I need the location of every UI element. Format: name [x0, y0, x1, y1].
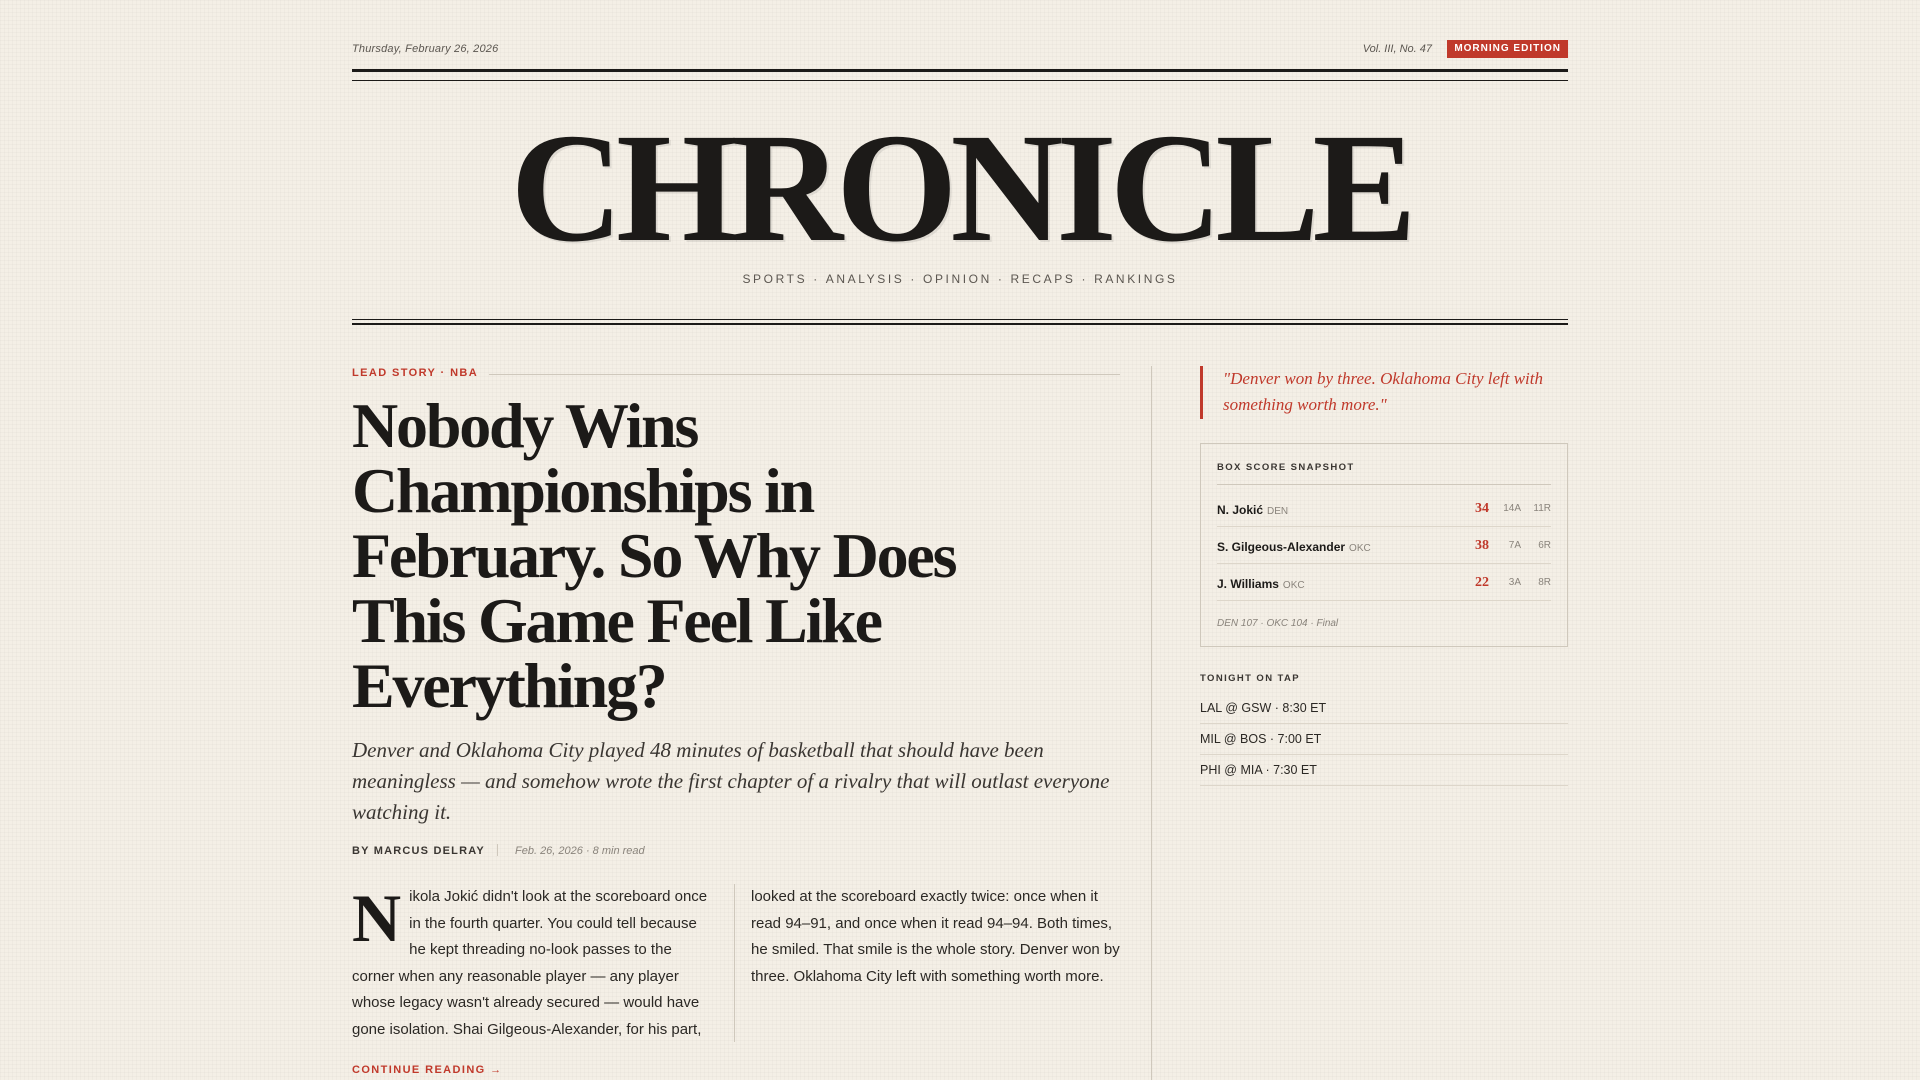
- player-points: 22: [1475, 575, 1489, 590]
- box-score-row[interactable]: [1217, 527, 1551, 564]
- tonight-game[interactable]: MIL @ BOS · 7:00 ET: [1200, 724, 1568, 755]
- edition-date: Thursday, February 26, 2026: [352, 43, 499, 55]
- box-score-row[interactable]: [1217, 564, 1551, 601]
- nav-item-rankings[interactable]: RANKINGS: [1094, 272, 1178, 286]
- article-body-2: looked at the scoreboard exactly twice: once when it read 94–91, and once when it read 94–94. Both times, he smiled. That smile is the whole story. Denver won by three. Oklahoma City left with something worth more.: [751, 888, 1120, 985]
- row-divider: [1217, 600, 1551, 601]
- article-body-1: ikola Jokić didn't look at the scoreboard once in the fourth quarter. You could tell because he kept threading no-look passes to the corner when any reasonable player — any player whose legacy wasn't already secured — would have gone isolation. Shai Gilgeous-Alexander, for his part,: [352, 888, 708, 1038]
- article-meta: Feb. 26, 2026 · 8 min read: [515, 845, 645, 857]
- sidebar-divider: [1151, 366, 1152, 1080]
- player-assists: 3A: [1508, 577, 1521, 588]
- masthead-top-rule-thick: [352, 69, 1568, 72]
- box-score-rule: [1217, 484, 1551, 485]
- player-assists: 14A: [1503, 503, 1521, 514]
- nav-separator: ·: [813, 272, 820, 286]
- edition-badge: MORNING EDITION: [1447, 40, 1568, 58]
- article-column-2: [751, 884, 1121, 990]
- final-score: DEN 107 · OKC 104 · Final: [1217, 618, 1339, 629]
- nav-item-analysis[interactable]: ANALYSIS: [825, 272, 905, 286]
- player-rebounds: 6R: [1538, 540, 1551, 551]
- volume-number: Vol. III, No. 47: [1362, 43, 1432, 55]
- player-rebounds: 8R: [1538, 577, 1551, 588]
- nav-separator: ·: [910, 272, 918, 286]
- player-rebounds: 11R: [1533, 503, 1551, 514]
- player-team: OKC: [1282, 580, 1305, 591]
- article-column-1: [352, 880, 714, 1043]
- pull-quote: "Denver won by three. Oklahoma City left with something worth more.": [1200, 366, 1568, 419]
- article-headline[interactable]: Nobody Wins Championships in February. So Why Does This Game Feel Like Everything?: [352, 390, 956, 721]
- masthead-bottom-rule: [352, 323, 1568, 325]
- nav-item-recaps[interactable]: RECAPS: [1010, 272, 1076, 286]
- nav-item-sports[interactable]: SPORTS: [742, 272, 808, 286]
- drop-cap: N: [352, 880, 402, 956]
- article-dek: Denver and Oklahoma City played 48 minutes of basketball that should have been meaningless — and somehow wrote the first chapter of a rivalry that will outlast everyone watching it.: [352, 738, 1110, 824]
- player-name: [1217, 503, 1288, 517]
- player-assists: 7A: [1508, 540, 1521, 551]
- player-name-text: S. Gilgeous-Alexander: [1217, 540, 1346, 554]
- player-points: 34: [1475, 501, 1489, 516]
- player-name-text: J. Williams: [1217, 577, 1279, 591]
- article-byline[interactable]: BY MARCUS DELRAY: [352, 845, 485, 857]
- kicker-divider: [489, 374, 1120, 375]
- player-name-text: N. Jokić: [1217, 503, 1264, 517]
- player-team: DEN: [1267, 506, 1289, 517]
- tonight-game[interactable]: PHI @ MIA · 7:30 ET: [1200, 755, 1568, 786]
- box-score-title: BOX SCORE SNAPSHOT: [1217, 462, 1355, 473]
- player-team: OKC: [1349, 543, 1371, 554]
- top-bar: [352, 40, 1568, 60]
- article-kicker: LEAD STORY · NBA: [352, 367, 479, 379]
- tonight-game[interactable]: LAL @ GSW · 8:30 ET: [1200, 693, 1568, 724]
- masthead-title[interactable]: CHRONICLE: [510, 101, 1410, 274]
- byline-divider: [497, 844, 498, 856]
- nav-separator: ·: [1081, 272, 1089, 286]
- nav-item-opinion[interactable]: OPINION: [923, 272, 992, 286]
- masthead-top-rule-thin: [352, 80, 1568, 81]
- nav-separator: ·: [997, 272, 1005, 286]
- box-score-row[interactable]: [1217, 490, 1551, 527]
- player-name: [1217, 577, 1305, 591]
- tonight-title: TONIGHT ON TAP: [1200, 673, 1300, 684]
- player-points: 38: [1475, 538, 1489, 553]
- box-score-card: [1200, 443, 1568, 647]
- player-name: [1217, 540, 1371, 554]
- section-nav: [352, 272, 1568, 286]
- continue-reading-link[interactable]: CONTINUE READING →: [352, 1064, 503, 1076]
- masthead-bottom-rule-thin: [352, 319, 1568, 320]
- column-divider: [734, 884, 735, 1042]
